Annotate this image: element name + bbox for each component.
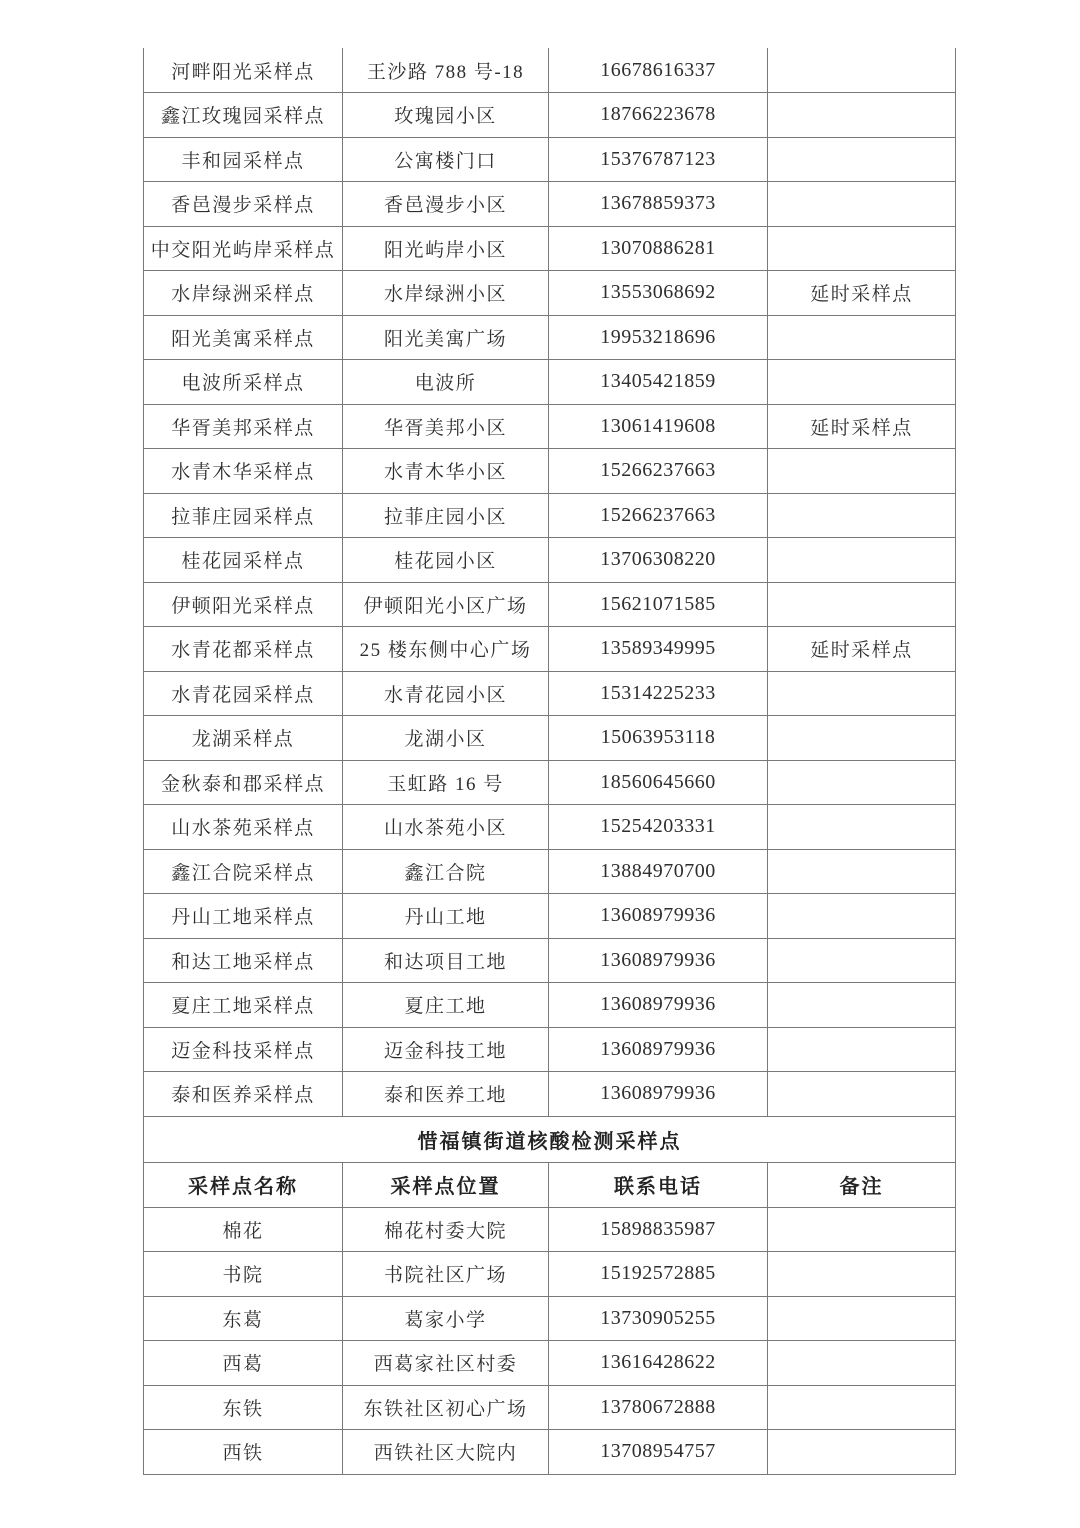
site-name-cell: 丰和园采样点 (144, 137, 343, 182)
remark-cell (768, 894, 956, 939)
site-name-cell: 东葛 (144, 1296, 343, 1341)
contact-phone-cell: 18560645660 (549, 760, 768, 805)
site-name-cell: 中交阳光屿岸采样点 (144, 226, 343, 271)
table-row (144, 805, 956, 850)
contact-phone-cell: 15898835987 (549, 1207, 768, 1252)
site-location-cell: 和达项目工地 (343, 938, 549, 983)
table-row (144, 938, 956, 983)
site-name-cell: 书院 (144, 1252, 343, 1297)
site-name-cell: 龙湖采样点 (144, 716, 343, 761)
table-row (144, 48, 956, 93)
remark-cell (768, 1341, 956, 1386)
site-name-cell: 伊顿阳光采样点 (144, 582, 343, 627)
column-header-contact-phone: 联系电话 (549, 1162, 768, 1207)
contact-phone-cell: 13706308220 (549, 538, 768, 583)
table-row (144, 449, 956, 494)
column-header-site-location: 采样点位置 (343, 1162, 549, 1207)
contact-phone-cell: 15314225233 (549, 671, 768, 716)
remark-cell (768, 48, 956, 93)
remark-cell: 延时采样点 (768, 404, 956, 449)
contact-phone-cell: 13730905255 (549, 1296, 768, 1341)
remark-cell (768, 1207, 956, 1252)
contact-phone-cell: 15254203331 (549, 805, 768, 850)
site-location-cell: 鑫江合院 (343, 849, 549, 894)
site-location-cell: 电波所 (343, 360, 549, 405)
table-row (144, 1072, 956, 1117)
site-location-cell: 阳光美寓广场 (343, 315, 549, 360)
site-name-cell: 迈金科技采样点 (144, 1027, 343, 1072)
remark-cell (768, 1027, 956, 1072)
site-name-cell: 阳光美寓采样点 (144, 315, 343, 360)
site-location-cell: 桂花园小区 (343, 538, 549, 583)
contact-phone-cell: 13616428622 (549, 1341, 768, 1386)
table-row (144, 137, 956, 182)
remark-cell (768, 760, 956, 805)
column-header-remark: 备注 (768, 1162, 956, 1207)
contact-phone-cell: 15063953118 (549, 716, 768, 761)
table-row (144, 360, 956, 405)
contact-phone-cell: 13608979936 (549, 894, 768, 939)
table-row (144, 315, 956, 360)
contact-phone-cell: 15266237663 (549, 493, 768, 538)
table-row (144, 671, 956, 716)
site-location-cell: 西葛家社区村委 (343, 1341, 549, 1386)
remark-cell: 延时采样点 (768, 627, 956, 672)
table-row (144, 1296, 956, 1341)
contact-phone-cell: 13553068692 (549, 271, 768, 316)
section-title-row (144, 1116, 956, 1162)
remark-cell (768, 1296, 956, 1341)
site-location-cell: 东铁社区初心广场 (343, 1385, 549, 1430)
site-location-cell: 书院社区广场 (343, 1252, 549, 1297)
site-location-cell: 泰和医养工地 (343, 1072, 549, 1117)
table-row (144, 182, 956, 227)
column-header-row (144, 1162, 956, 1207)
site-location-cell: 水青木华小区 (343, 449, 549, 494)
site-name-cell: 鑫江合院采样点 (144, 849, 343, 894)
contact-phone-cell: 13608979936 (549, 938, 768, 983)
table-row (144, 627, 956, 672)
section-title: 惜福镇街道核酸检测采样点 (144, 1116, 956, 1162)
site-name-cell: 水岸绿洲采样点 (144, 271, 343, 316)
remark-cell (768, 938, 956, 983)
table-row (144, 894, 956, 939)
table-row (144, 716, 956, 761)
remark-cell (768, 805, 956, 850)
remark-cell (768, 493, 956, 538)
table-row (144, 849, 956, 894)
site-location-cell: 夏庄工地 (343, 983, 549, 1028)
site-location-cell: 王沙路 788 号-18 (343, 48, 549, 93)
remark-cell: 延时采样点 (768, 271, 956, 316)
site-name-cell: 鑫江玫瑰园采样点 (144, 93, 343, 138)
table-row (144, 1207, 956, 1252)
remark-cell (768, 1385, 956, 1430)
table-row (144, 93, 956, 138)
remark-cell (768, 716, 956, 761)
contact-phone-cell: 13678859373 (549, 182, 768, 227)
contact-phone-cell: 15192572885 (549, 1252, 768, 1297)
remark-cell (768, 983, 956, 1028)
contact-phone-cell: 13780672888 (549, 1385, 768, 1430)
remark-cell (768, 360, 956, 405)
contact-phone-cell: 13061419608 (549, 404, 768, 449)
remark-cell (768, 137, 956, 182)
site-name-cell: 水青木华采样点 (144, 449, 343, 494)
site-name-cell: 河畔阳光采样点 (144, 48, 343, 93)
site-name-cell: 和达工地采样点 (144, 938, 343, 983)
remark-cell (768, 449, 956, 494)
remark-cell (768, 93, 956, 138)
site-location-cell: 华胥美邦小区 (343, 404, 549, 449)
remark-cell (768, 1430, 956, 1475)
remark-cell (768, 538, 956, 583)
site-location-cell: 水岸绿洲小区 (343, 271, 549, 316)
site-location-cell: 迈金科技工地 (343, 1027, 549, 1072)
remark-cell (768, 226, 956, 271)
table-row (144, 1341, 956, 1386)
contact-phone-cell: 15266237663 (549, 449, 768, 494)
table-row (144, 1252, 956, 1297)
contact-phone-cell: 13608979936 (549, 983, 768, 1028)
site-name-cell: 丹山工地采样点 (144, 894, 343, 939)
site-name-cell: 华胥美邦采样点 (144, 404, 343, 449)
table-row (144, 226, 956, 271)
site-location-cell: 拉菲庄园小区 (343, 493, 549, 538)
site-name-cell: 金秋泰和郡采样点 (144, 760, 343, 805)
remark-cell (768, 1072, 956, 1117)
site-name-cell: 香邑漫步采样点 (144, 182, 343, 227)
site-location-cell: 玫瑰园小区 (343, 93, 549, 138)
site-name-cell: 泰和医养采样点 (144, 1072, 343, 1117)
remark-cell (768, 849, 956, 894)
site-location-cell: 香邑漫步小区 (343, 182, 549, 227)
column-header-site-name: 采样点名称 (144, 1162, 343, 1207)
site-location-cell: 玉虹路 16 号 (343, 760, 549, 805)
table-row (144, 271, 956, 316)
site-location-cell: 山水茶苑小区 (343, 805, 549, 850)
site-location-cell: 龙湖小区 (343, 716, 549, 761)
remark-cell (768, 182, 956, 227)
site-location-cell: 西铁社区大院内 (343, 1430, 549, 1475)
table-row (144, 538, 956, 583)
table-row (144, 582, 956, 627)
site-name-cell: 电波所采样点 (144, 360, 343, 405)
site-name-cell: 东铁 (144, 1385, 343, 1430)
table-row (144, 760, 956, 805)
site-name-cell: 西铁 (144, 1430, 343, 1475)
remark-cell (768, 671, 956, 716)
contact-phone-cell: 13070886281 (549, 226, 768, 271)
remark-cell (768, 582, 956, 627)
site-location-cell: 阳光屿岸小区 (343, 226, 549, 271)
remark-cell (768, 1252, 956, 1297)
contact-phone-cell: 13608979936 (549, 1027, 768, 1072)
site-name-cell: 夏庄工地采样点 (144, 983, 343, 1028)
table-row (144, 1385, 956, 1430)
site-location-cell: 棉花村委大院 (343, 1207, 549, 1252)
site-name-cell: 拉菲庄园采样点 (144, 493, 343, 538)
contact-phone-cell: 13589349995 (549, 627, 768, 672)
site-location-cell: 葛家小学 (343, 1296, 549, 1341)
contact-phone-cell: 15376787123 (549, 137, 768, 182)
contact-phone-cell: 18766223678 (549, 93, 768, 138)
table-row (144, 404, 956, 449)
site-location-cell: 水青花园小区 (343, 671, 549, 716)
sampling-points-table (143, 48, 956, 1475)
table-row (144, 1027, 956, 1072)
site-location-cell: 25 楼东侧中心广场 (343, 627, 549, 672)
site-name-cell: 水青花园采样点 (144, 671, 343, 716)
contact-phone-cell: 16678616337 (549, 48, 768, 93)
table-row (144, 983, 956, 1028)
site-location-cell: 伊顿阳光小区广场 (343, 582, 549, 627)
site-location-cell: 公寓楼门口 (343, 137, 549, 182)
contact-phone-cell: 13708954757 (549, 1430, 768, 1475)
contact-phone-cell: 13405421859 (549, 360, 768, 405)
contact-phone-cell: 13884970700 (549, 849, 768, 894)
table-row (144, 1430, 956, 1475)
contact-phone-cell: 13608979936 (549, 1072, 768, 1117)
site-name-cell: 棉花 (144, 1207, 343, 1252)
site-name-cell: 水青花都采样点 (144, 627, 343, 672)
site-name-cell: 西葛 (144, 1341, 343, 1386)
site-name-cell: 桂花园采样点 (144, 538, 343, 583)
table-row (144, 493, 956, 538)
contact-phone-cell: 15621071585 (549, 582, 768, 627)
remark-cell (768, 315, 956, 360)
contact-phone-cell: 19953218696 (549, 315, 768, 360)
site-name-cell: 山水茶苑采样点 (144, 805, 343, 850)
site-location-cell: 丹山工地 (343, 894, 549, 939)
